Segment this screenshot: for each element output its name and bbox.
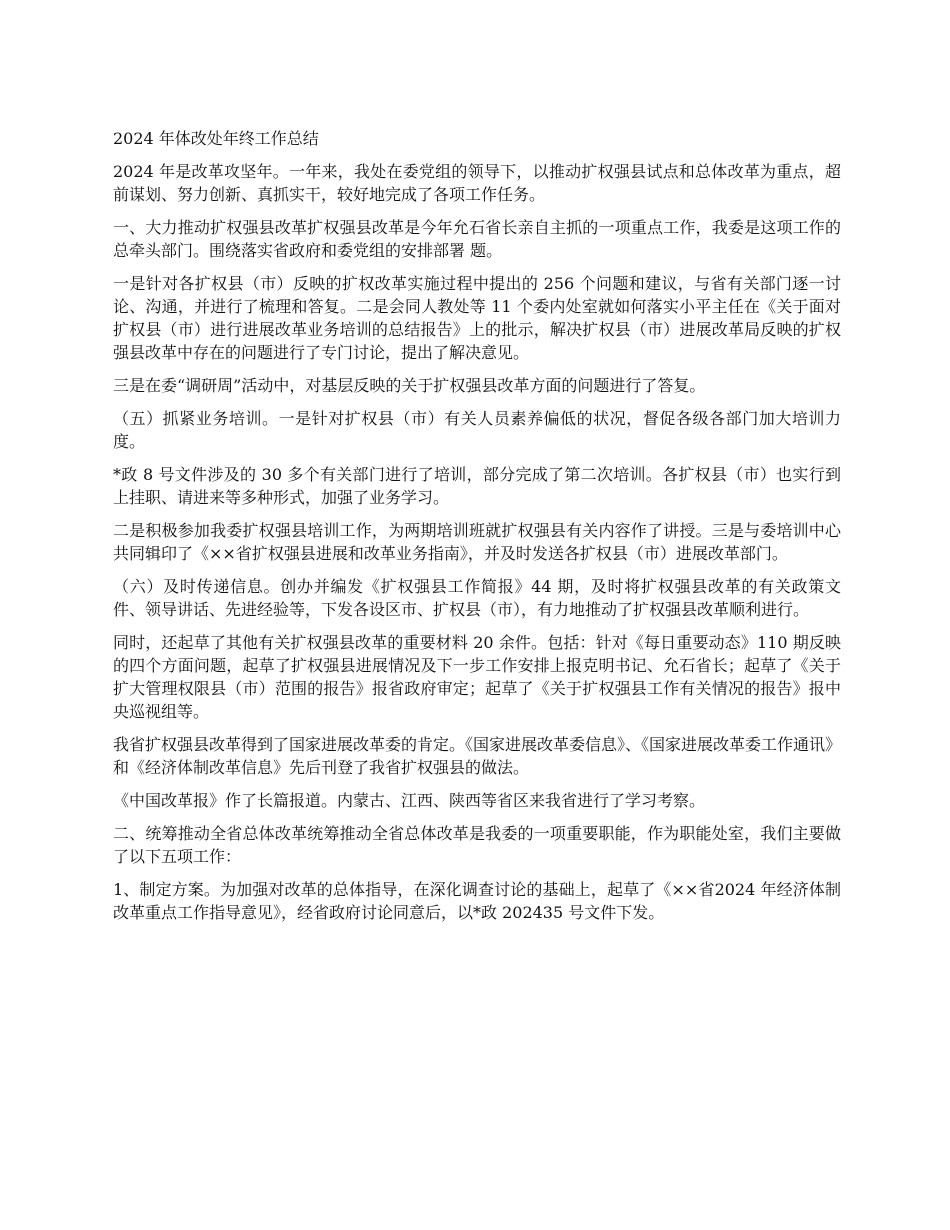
paragraph-training-detail: *政 8 号文件涉及的 30 多个有关部门进行了培训，部分完成了第二次培训。各扩权县（市）也实行到上挂职、请进来等多种形式，加强了业务学习。 bbox=[113, 465, 841, 507]
paragraph-recognition: 我省扩权强县改革得到了国家进展改革委的肯定。《国家进展改革委信息》、《国家进展改革委工作通讯》和《经济体制改革信息》先后刊登了我省扩权强县的做法。 bbox=[113, 735, 842, 777]
paragraph-information: （六）及时传递信息。创办并编发《扩权强县工作简报》44 期，及时将扩权强县改革的有关政策文件、领导讲话、先进经验等，下发各设区市、扩权县（市），有力地推动了扩权强县改革顺利进行。 bbox=[113, 577, 841, 619]
paragraph-training-2: 二是积极参加我委扩权强县培训工作，为两期培训班就扩权强县有关内容作了讲授。三是与委培训中心共同辑印了《××省扩权强县进展和改革业务指南》，并及时发送各扩权县（市）进展改革部门。 bbox=[113, 521, 841, 563]
paragraph-item-3: 三是在委“调研周”活动中，对基层反映的关于扩权强县改革方面的问题进行了答复。 bbox=[113, 376, 706, 395]
document-title: 2024 年体改处年终工作总结 bbox=[113, 129, 319, 148]
paragraph-section-1: 一、大力推动扩权强县改革扩权强县改革是今年允石省长亲自主抓的一项重点工作，我委是这项工作的总牵头部门。围绕落实省政府和委党组的安排部署 题。 bbox=[113, 218, 841, 260]
paragraph-intro: 2024 年是改革攻坚年。一年来，我处在委党组的领导下，以推动扩权强县试点和总体改革为重点，超前谋划、努力创新、真抓实干，较好地完成了各项工作任务。 bbox=[113, 162, 841, 204]
paragraph-materials: 同时，还起草了其他有关扩权强县改革的重要材料 20 余件。包括：针对《每日重要动态》110 期反映的四个方面问题，起草了扩权强县进展情况及下一步工作安排上报克明书记、允石省长；起草了《关于扩大管理权限县（市）范围的报告》报省政府审定；起草了《关于扩权强县工作有关情况的报告》报中央巡视组等。 bbox=[113, 633, 841, 721]
paragraph-section-2: 二、统筹推动全省总体改革统筹推动全省总体改革是我委的一项重要职能，作为职能处室，我们主要做了以下五项工作： bbox=[113, 824, 841, 866]
document-body bbox=[113, 127, 841, 934]
paragraph-reports: 《中国改革报》作了长篇报道。内蒙古、江西、陕西等省区来我省进行了学习考察。 bbox=[113, 791, 706, 810]
paragraph-training: （五）抓紧业务培训。一是针对扩权县（市）有关人员素养偏低的状况，督促各级各部门加大培训力度。 bbox=[113, 409, 841, 451]
paragraph-plan: 1、制定方案。为加强对改革的总体指导，在深化调查讨论的基础上，起草了《××省2024 年经济体制改革重点工作指导意见》，经省政府讨论同意后，以*政 202435 号文件下发。 bbox=[113, 880, 841, 922]
paragraph-item-1: 一是针对各扩权县（市）反映的扩权改革实施过程中提出的 256 个问题和建议，与省有关部门逐一讨论、沟通，并进行了梳理和答复。二是会同人教处等 11 个委内处室就如何落实小平主任在《关于面对扩权县（市）进行进展改革业务培训的总结报告》上的批示，解决扩权县（市）进展改革局反映的扩权强县改革中存在的问题进行了专门讨论，提出了解决意见。 bbox=[113, 274, 841, 362]
